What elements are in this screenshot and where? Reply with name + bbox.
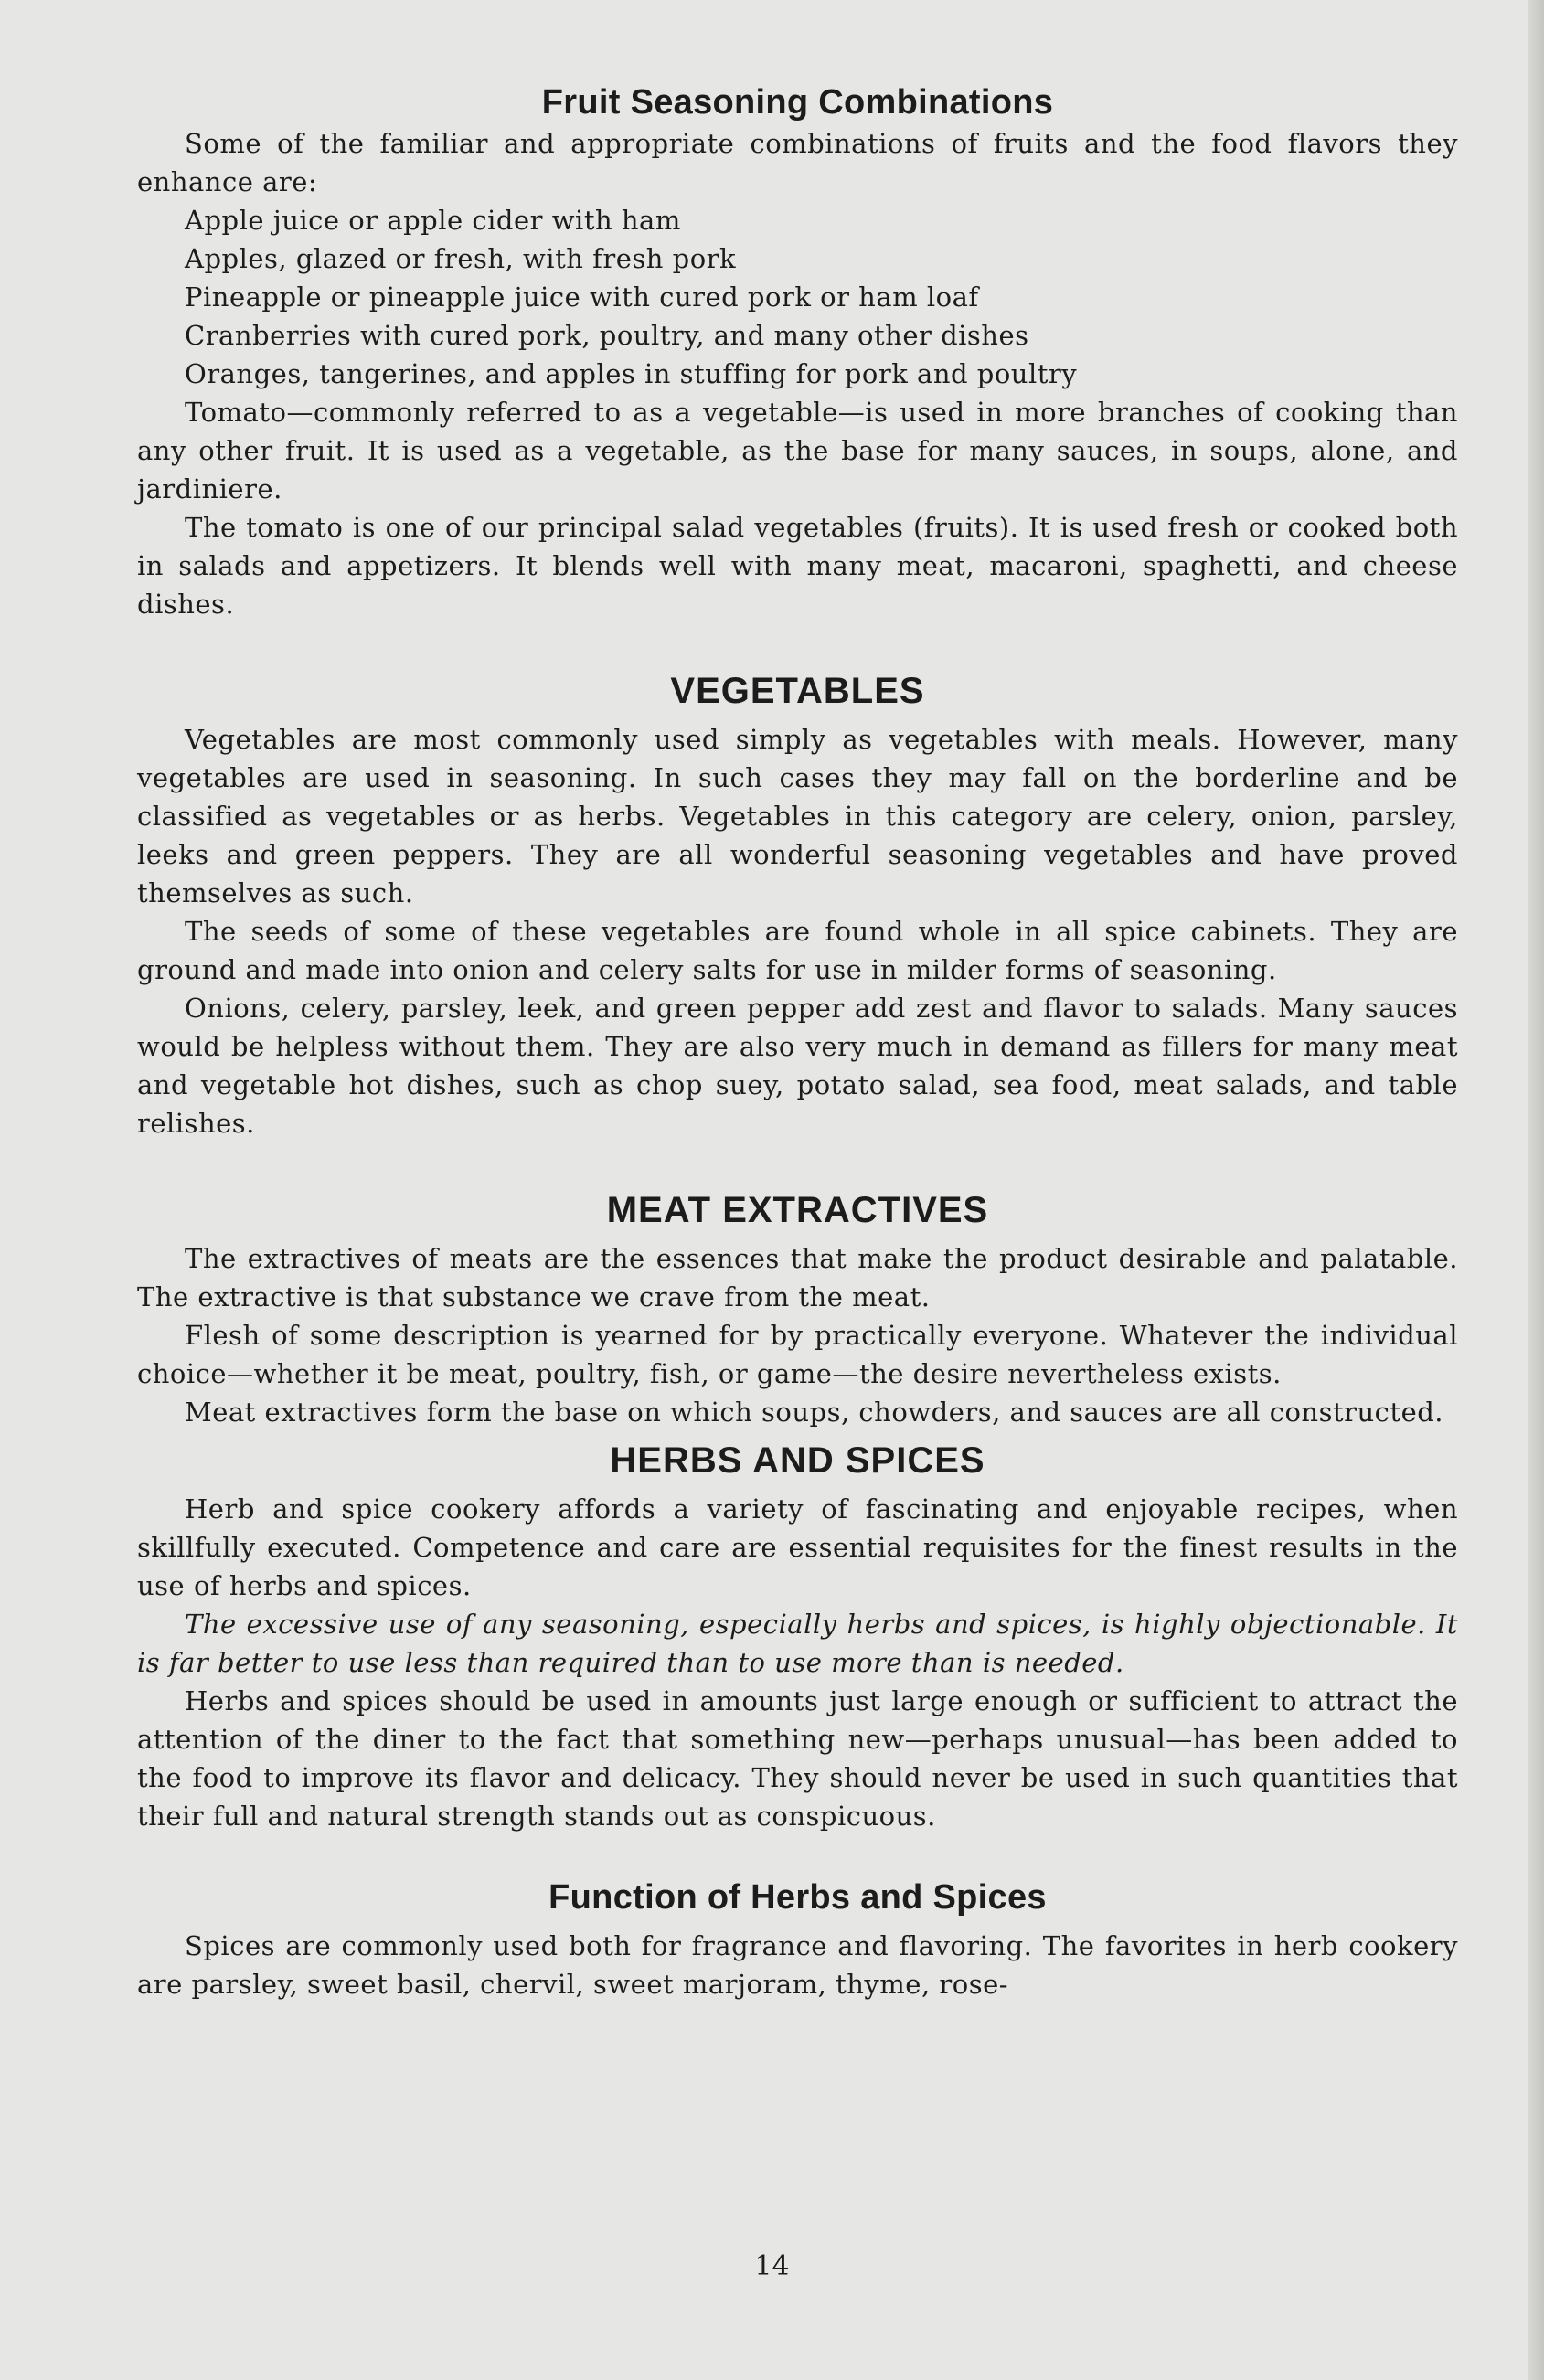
list-item: Apple juice or apple cider with ham [185,205,681,236]
list-item: Cranberries with cured pork, poultry, and many other dishes [185,320,1029,351]
section-heading-fruit-seasoning: Fruit Seasoning Combinations [541,83,1054,122]
paragraph: Tomato—commonly referred to as a vegetable—is used in more branches of cooking than any other fruit. It is used as a vegetable, as the base for many sauces, in soups, alone, and jardiniere. [137,397,1458,505]
paragraph: Spices are commonly used both for fragrance and flavoring. The favorites in herb cookery are parsley, sweet basil, chervil, sweet marjoram, thyme, rose- [137,1930,1458,2000]
list-item: Pineapple or pineapple juice with cured pork or ham loaf [185,282,979,313]
list-item: Oranges, tangerines, and apples in stuffing for pork and poultry [185,358,1078,389]
paragraph: Herb and spice cookery affords a variety of fascinating and enjoyable recipes, when skillfully executed. Competence and care are essential requisites for the finest results in the use of herbs and spices. [137,1493,1458,1601]
fruit-combination-list [137,201,1458,393]
paragraph: The seeds of some of these vegetables are found whole in all spice cabinets. They are ground and made into onion and celery salts for use in milder forms of seasoning. [137,916,1458,985]
paragraph: Onions, celery, parsley, leek, and green pepper add zest and flavor to salads. Many sauces would be helpless without them. They are also very much in demand as fillers for many meat and vegetable hot dishes, such as chop suey, potato salad, sea food, meat salads, and table relishes. [137,993,1458,1139]
section-heading-function-of-herbs: Function of Herbs and Spices [548,1878,1047,1917]
page-content [137,80,1458,2003]
section-heading-herbs-and-spices: HERBS AND SPICES [610,1440,985,1481]
section-heading-vegetables: VEGETABLES [670,671,925,711]
paragraph: The tomato is one of our principal salad vegetables (fruits). It is used fresh or cooked both in salads and appetizers. It blends well with many meat, macaroni, spaghetti, and cheese dishes. [137,512,1458,620]
list-item: Apples, glazed or fresh, with fresh pork [185,243,737,274]
paragraph: Vegetables are most commonly used simply as vegetables with meals. However, many vegetables are used in seasoning. In such cases they may fall on the borderline and be classified as vegetables or as herbs. Vegetables in this category are celery, onion, parsley, leeks and green peppers. They are all wonderful seasoning vegetables and have proved themselves as such. [137,724,1458,908]
page-edge [1528,0,1544,2380]
paragraph: Some of the familiar and appropriate combinations of fruits and the food flavors they enhance are: [137,128,1458,197]
paragraph: The extractives of meats are the essences that make the product desirable and palatable. The extractive is that substance we crave from the meat. [137,1243,1458,1312]
section-heading-meat-extractives: MEAT EXTRACTIVES [606,1190,989,1230]
paragraph: Meat extractives form the base on which soups, chowders, and sauces are all constructed. [185,1397,1444,1428]
paragraph: Flesh of some description is yearned for by practically everyone. Whatever the individual choice—whether it be meat, poultry, fish, or game—the desire nevertheless exists. [137,1320,1458,1389]
page-number: 14 [754,2250,790,2282]
italic-paragraph: The excessive use of any seasoning, especially herbs and spices, is highly objectionable. It is far better to use less than required than to use more than is needed. [137,1609,1458,1678]
paragraph: Herbs and spices should be used in amounts just large enough or sufficient to attract the attention of the diner to the fact that something new—perhaps unusual—has been added to the food to improve its flavor and delicacy. They should never be used in such quantities that their full and natural strength stands out as conspicuous. [137,1685,1458,1832]
